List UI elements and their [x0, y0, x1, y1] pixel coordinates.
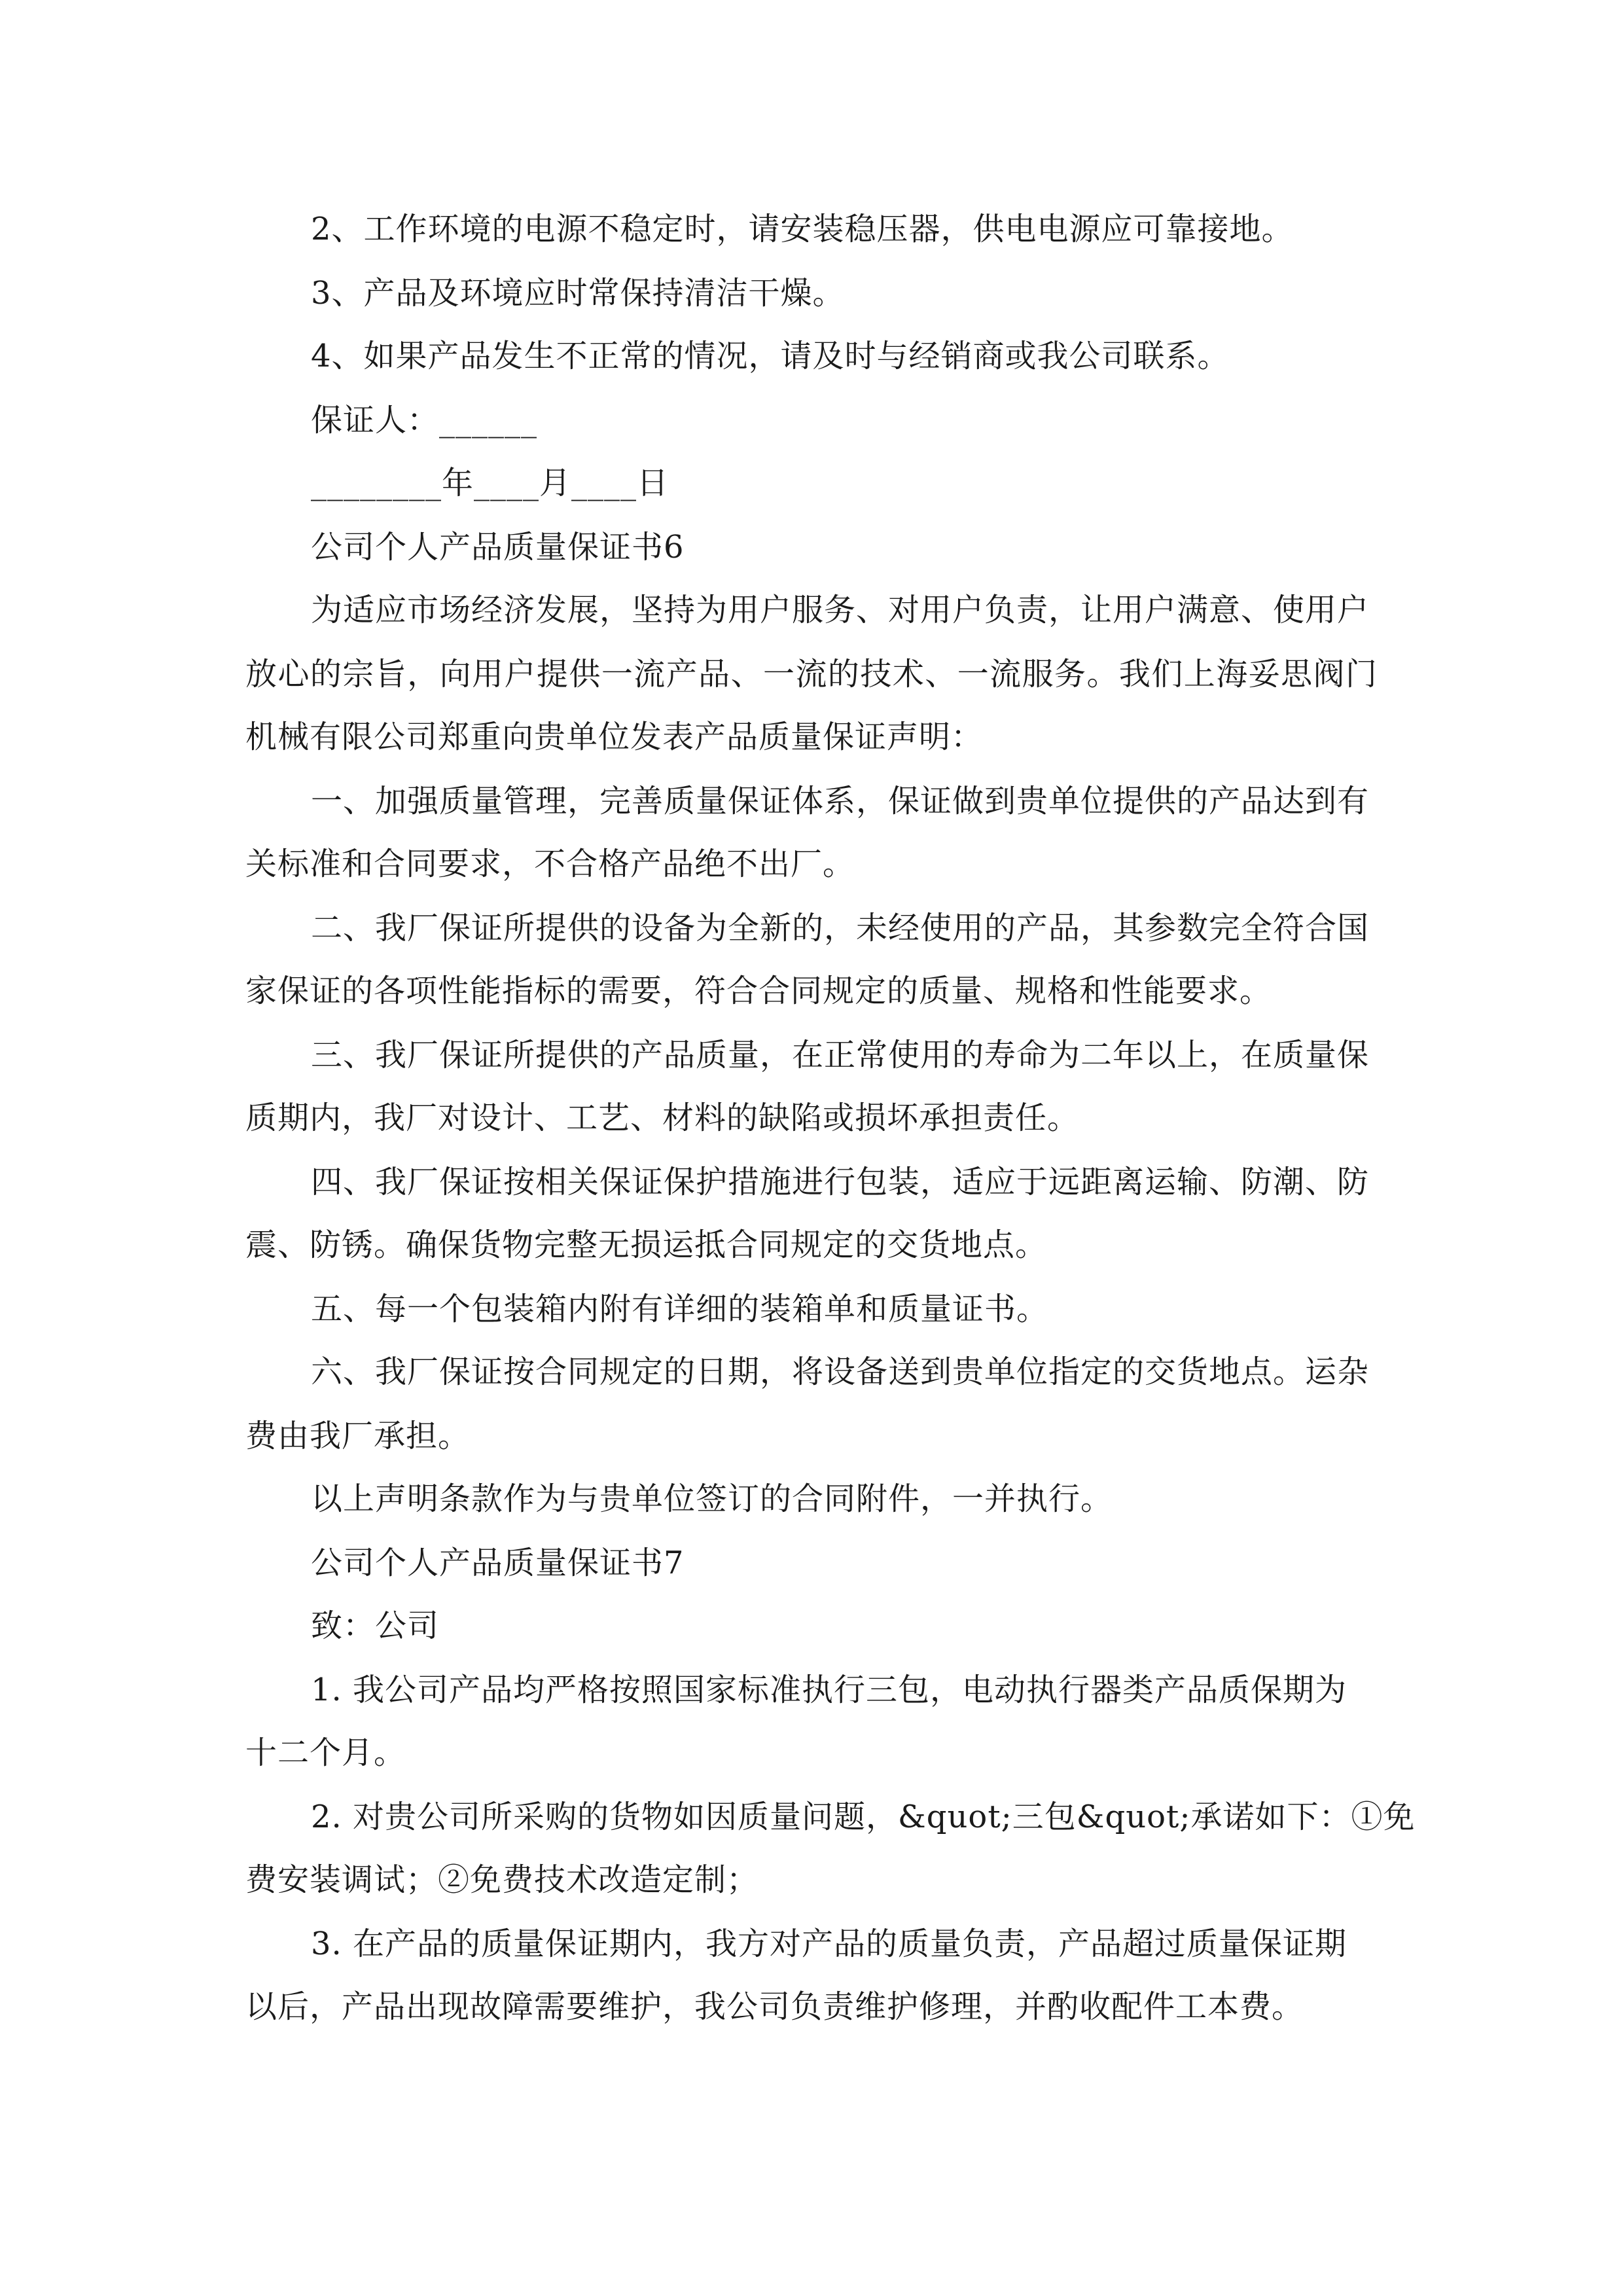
text-line: 以后，产品出现故障需要维护，我公司负责维护修理，并酌收配件工本费。 [245, 1988, 1304, 2025]
text-line: 费安装调试；②免费技术改造定制； [245, 1861, 759, 1898]
text-line: 关标准和合同要求，不合格产品绝不出厂。 [245, 846, 855, 882]
text-line: 4、如果产品发生不正常的情况，请及时与经销商或我公司联系。 [311, 338, 1230, 374]
text-line: 三、我厂保证所提供的产品质量，在正常使用的寿命为二年以上，在质量保 [311, 1037, 1370, 1073]
text-line: 一、加强质量管理，完善质量保证体系，保证做到贵单位提供的产品达到有 [311, 783, 1370, 819]
text-line: 家保证的各项性能指标的需要，符合合同规定的质量、规格和性能要求。 [245, 973, 1272, 1009]
text-line: 十二个月。 [245, 1734, 406, 1771]
text-line: 1. 我公司产品均严格按照国家标准执行三包，电动执行器类产品质保期为 [311, 1672, 1347, 1708]
text-line: 2. 对贵公司所采购的货物如因质量问题，&quot;三包&quot;承诺如下：①免 [311, 1799, 1416, 1835]
text-line: 五、每一个包装箱内附有详细的装箱单和质量证书。 [311, 1291, 1049, 1327]
salutation-line: 致：公司 [311, 1607, 440, 1644]
section-title: 公司个人产品质量保证书6 [311, 529, 685, 565]
text-line: 3. 在产品的质量保证期内，我方对产品的质量负责，产品超过质量保证期 [311, 1926, 1347, 1962]
text-line: 六、我厂保证按合同规定的日期，将设备送到贵单位指定的交货地点。运杂 [311, 1354, 1370, 1390]
text-line: 2、工作环境的电源不稳定时，请安装稳压器，供电电源应可靠接地。 [311, 211, 1294, 247]
text-line: 震、防锈。确保货物完整无损运抵合同规定的交货地点。 [245, 1227, 1048, 1263]
text-line: 放心的宗旨，向用户提供一流产品、一流的技术、一流服务。我们上海妥思阀门 [245, 656, 1378, 692]
text-line: 3、产品及环境应时常保持清洁干燥。 [311, 275, 845, 312]
signer-line: 保证人：______ [311, 402, 538, 439]
text-line: 四、我厂保证按相关保证保护措施进行包装，适应于远距离运输、防潮、防 [311, 1164, 1370, 1200]
text-line: 机械有限公司郑重向贵单位发表产品质量保证声明： [245, 719, 984, 755]
text-line: 二、我厂保证所提供的设备为全新的，未经使用的产品，其参数完全符合国 [311, 910, 1370, 946]
date-line: ________年____月____日 [311, 465, 669, 501]
section-title: 公司个人产品质量保证书7 [311, 1545, 685, 1581]
text-line: 以上声明条款作为与贵单位签订的合同附件，一并执行。 [311, 1480, 1113, 1517]
text-line: 为适应市场经济发展，坚持为用户服务、对用户负责，让用户满意、使用户 [311, 592, 1370, 628]
text-line: 质期内，我厂对设计、工艺、材料的缺陷或损坏承担责任。 [245, 1100, 1080, 1136]
text-line: 费由我厂承担。 [245, 1418, 471, 1454]
